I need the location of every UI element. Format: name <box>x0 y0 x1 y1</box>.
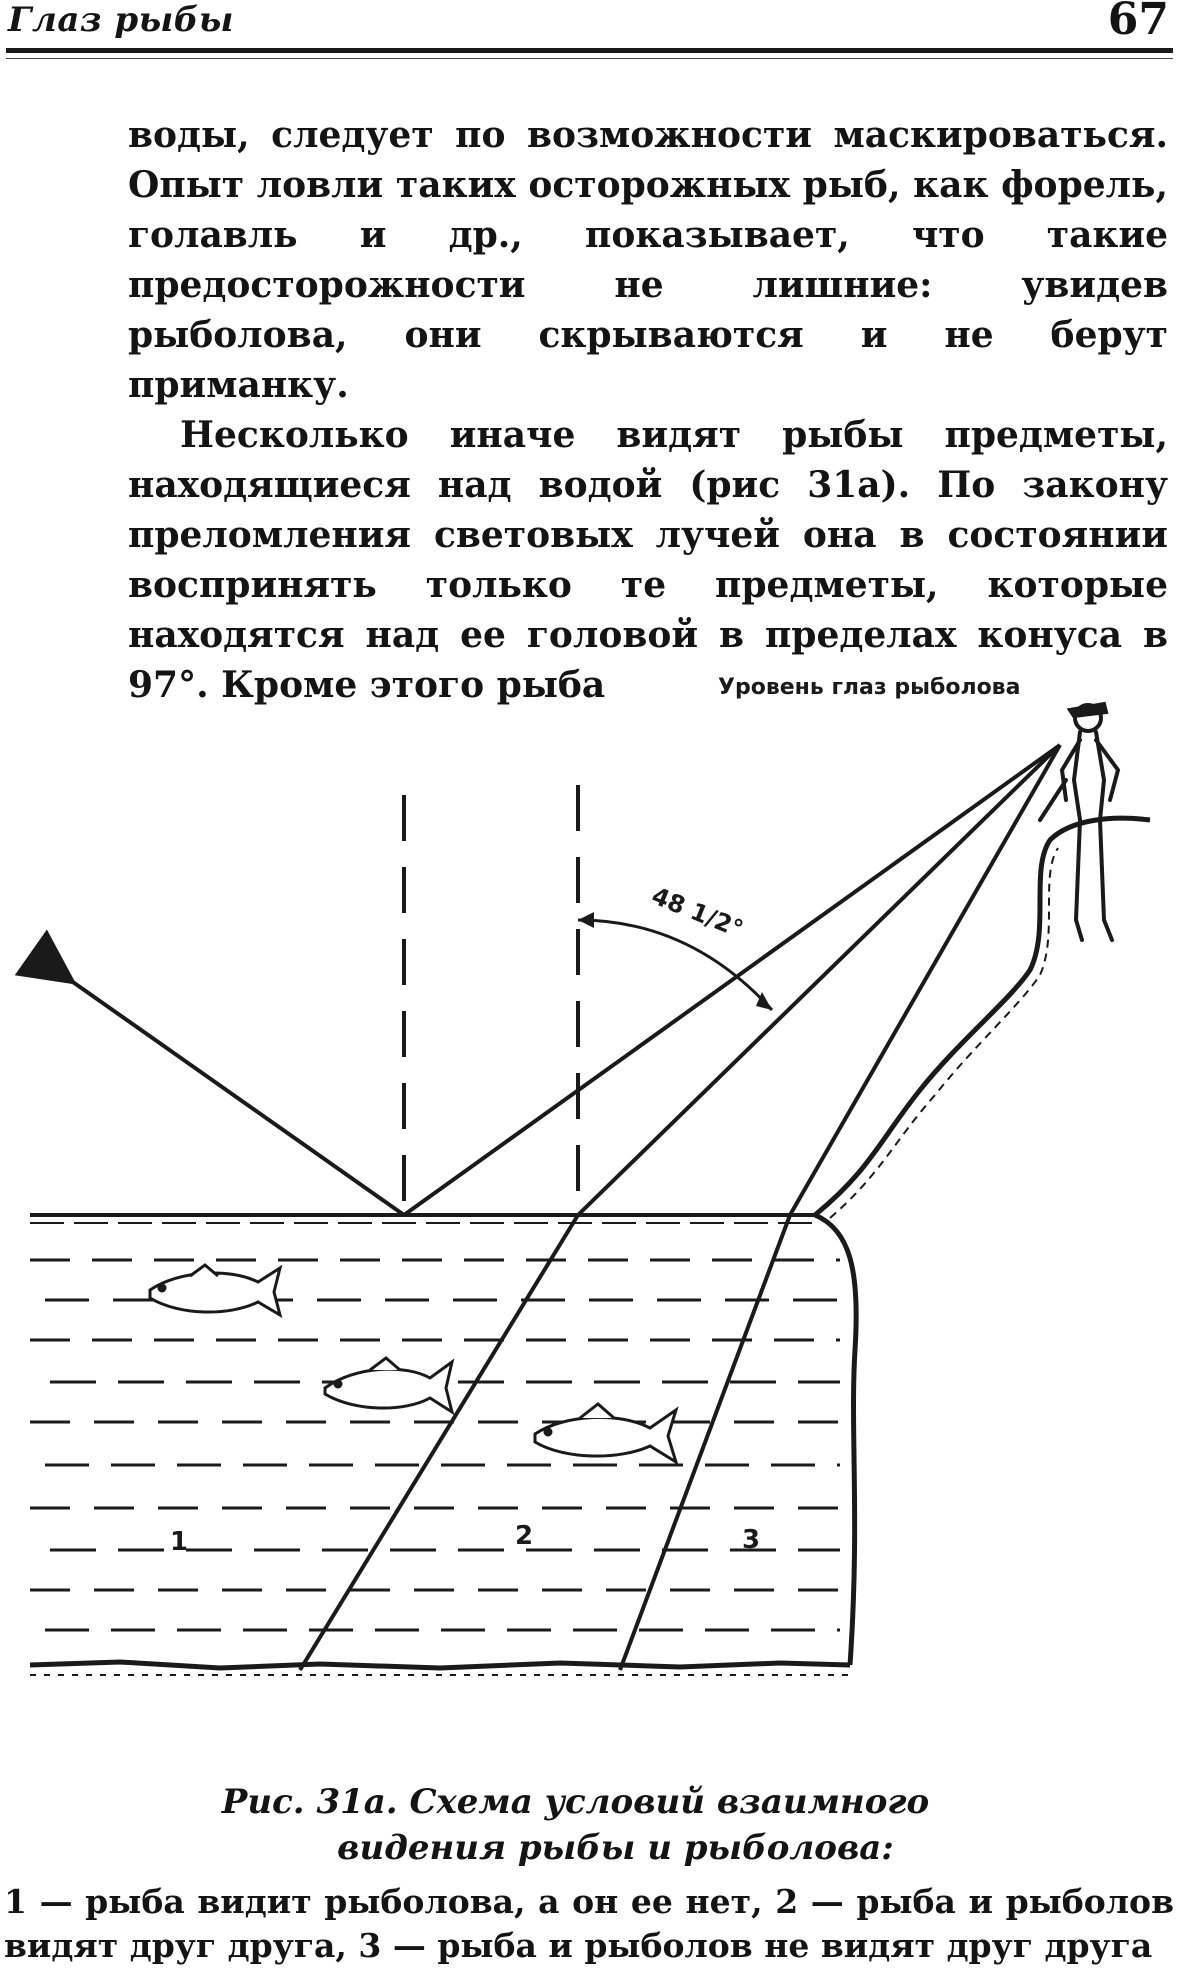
incident-ray-1 <box>404 745 1060 1215</box>
river-bottom <box>30 1662 850 1668</box>
angle-arrowhead <box>578 912 594 928</box>
water-hatching <box>30 1260 840 1630</box>
header-rule <box>6 48 1173 53</box>
refraction-diagram <box>0 670 1191 1750</box>
figure-legend: 1 — рыба видит рыболова, а он ее нет, 2 — рыба и рыболов видят друг друга, 3 — рыба и рыболов не видят друг друга <box>4 1882 1174 1965</box>
paragraph: Несколько иначе видят рыбы предметы, находящиеся над водой (рис 31а). По закону преломления световых лучей она в состоянии воспринять только те предметы, которые находятся над ее головой в пределах конуса в 97°. Кроме этого рыба <box>128 414 1168 706</box>
paragraph: воды, следует по возможности маскироваться. Опыт ловли таких осторожных рыб, как форель, голавль и др., показывает, что такие предосторожности не лишние: увидев рыболова, они скрываются и не берут приманку. <box>128 114 1168 406</box>
body-text <box>128 110 1168 710</box>
zone-label-2: 2 <box>515 1521 534 1551</box>
reflected-ray <box>70 980 404 1215</box>
running-head: Глаз рыбы <box>8 0 234 40</box>
angle-arc <box>578 920 772 1010</box>
incident-ray-2 <box>578 745 1060 1215</box>
fish-icon <box>535 1404 676 1462</box>
header-rule-thin <box>6 58 1173 59</box>
figure-caption-subtitle: видения рыбы и рыболова: <box>337 1828 894 1868</box>
figure-caption-title: Рис. 31а. Схема условий взаимного <box>221 1782 930 1822</box>
angler-figure <box>1040 704 1118 940</box>
zone-label-3: 3 <box>742 1525 761 1555</box>
zone-label-1: 1 <box>170 1527 189 1557</box>
diagram-svg <box>0 670 1191 1750</box>
angler-eye-level-label: Уровень глаз рыболова <box>718 675 1021 700</box>
bank-underwater <box>815 1215 856 1665</box>
fish-icon <box>150 1265 280 1315</box>
fish-icon <box>325 1358 452 1412</box>
angle-label: 48 1/2° <box>647 881 748 944</box>
page-number: 67 <box>1107 0 1169 45</box>
